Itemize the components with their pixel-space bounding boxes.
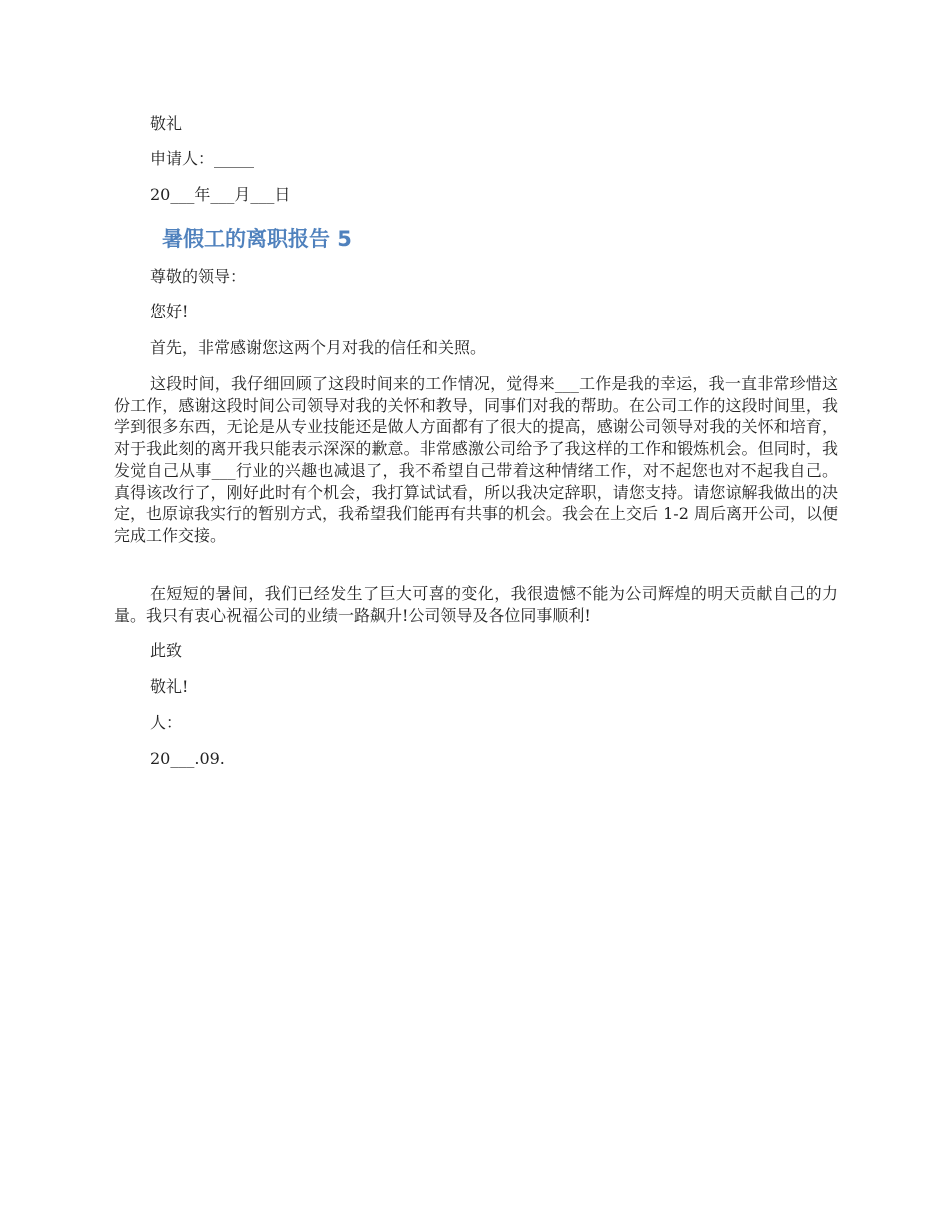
opening-paragraph: 首先，非常感谢您这两个月对我的信任和关照。 bbox=[150, 338, 487, 357]
signer-line: 人： bbox=[150, 713, 183, 732]
signature-date: 20___.09. bbox=[150, 749, 225, 768]
applicant-line: 申请人：_____ bbox=[150, 149, 255, 168]
body-paragraph-main: 这段时间，我仔细回顾了这段时间来的工作情况，觉得来___工作是我的幸运，我一直非常珍惜这份工作，感谢这段时间公司领导对我的关怀和教导，同事们对我的帮助。在公司工作的这段时间里，我学到很多东西，无论是从专业技能还是做人方面都有了很大的提高，感谢公司领导对我的关怀和培育，对于我此刻的离开我只能表示深深的歉意。非常感激公司给予了我这样的工作和锻炼机会。但同时，我发觉自己从事___行业的兴趣也减退了，我不希望自己带着这种情绪工作，对不起您也对不起我自己。真得该改行了，刚好此时有个机会，我打算试试看，所以我决定辞职，请您支持。请您谅解我做出的决定，也原谅我实行的暂别方式，我希望我们能再有共事的机会。我会在上交后 1-2 周后离开公司，以便完成工作交接。 bbox=[114, 374, 838, 545]
greeting: 您好! bbox=[150, 302, 189, 321]
closing-line: 敬礼 bbox=[150, 114, 183, 133]
closing-cizhi: 此致 bbox=[150, 641, 183, 660]
date-line: 20___年___月___日 bbox=[150, 185, 291, 204]
closing-jingli: 敬礼! bbox=[150, 677, 189, 696]
body-paragraph-closing: 在短短的暑间，我们已经发生了巨大可喜的变化，我很遗憾不能为公司辉煌的明天贡献自己的力量。我只有衷心祝福公司的业绩一路飙升!公司领导及各位同事顺利! bbox=[114, 584, 838, 625]
section-title: 暑假工的离职报告 5 bbox=[162, 227, 352, 251]
salutation: 尊敬的领导： bbox=[150, 267, 247, 286]
